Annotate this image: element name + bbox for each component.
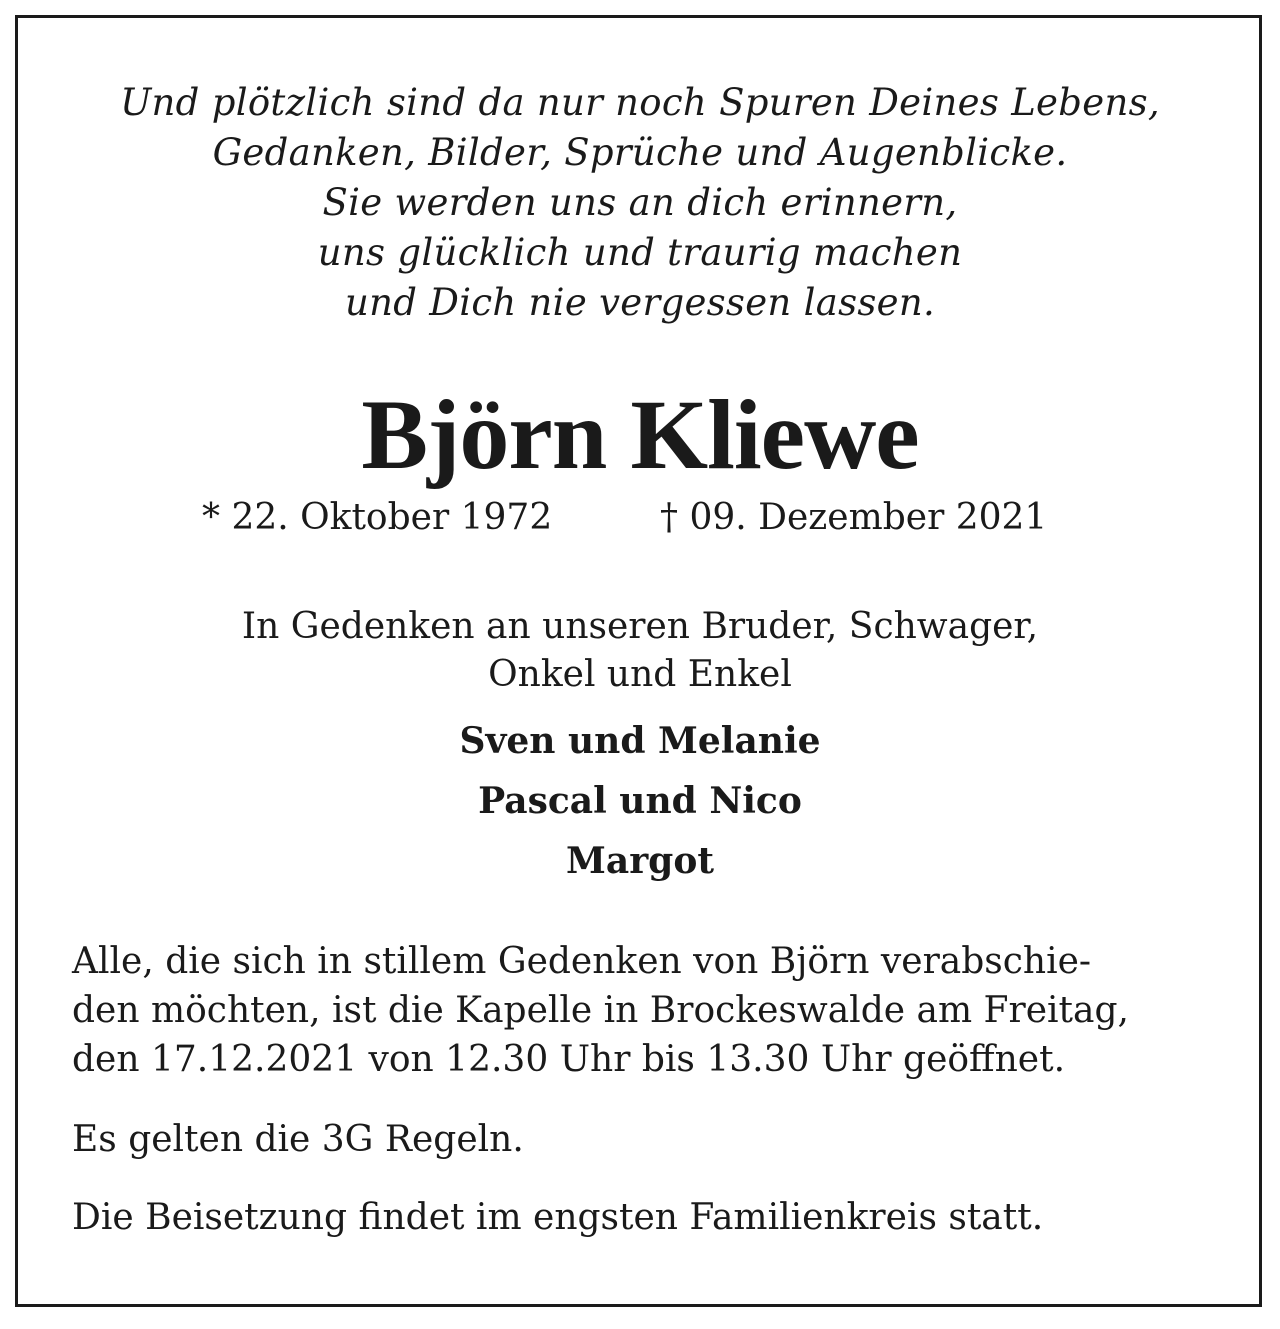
remembrance-intro [40,603,1240,699]
mourner-name: Margot [566,840,714,882]
poem-line: Sie werden uns an dich erinnern, [322,181,958,224]
notice-line: Alle, die sich in stillem Gedenken von Björn verabschie- [72,941,1092,982]
mourner-name: Pascal und Nico [478,780,802,822]
notice-line: den 17.12.2021 von 12.30 Uhr bis 13.30 Uhr geöffnet. [72,1039,1066,1080]
poem-line: Und plötzlich sind da nur noch Spuren Deines Lebens, [120,81,1160,124]
death-date: † 09. Dezember 2021 [660,497,1048,538]
poem-line: uns glücklich und traurig machen [317,231,963,274]
memorial-poem [40,78,1240,328]
mourners-list [40,711,1240,891]
notice-line: den möchten, ist die Kapelle in Brockeswalde am Freitag, [72,990,1129,1031]
intro-line: Onkel und Enkel [488,654,792,695]
rules-notice [72,1115,1220,1164]
mourner-name: Sven und Melanie [459,720,821,762]
notice-line: Die Beisetzung findet im engsten Familienkreis statt. [72,1197,1044,1238]
deceased-name: Björn Kliewe [361,379,919,490]
poem-line: und Dich nie vergessen lassen. [344,281,936,324]
burial-notice [72,1193,1220,1242]
poem-line: Gedanken, Bilder, Sprüche und Augenblicke. [212,131,1068,174]
birth-date: * 22. Oktober 1972 [202,497,553,538]
farewell-notice [72,937,1220,1084]
intro-line: In Gedenken an unseren Bruder, Schwager, [241,606,1039,647]
notice-line: Es gelten die 3G Regeln. [72,1119,524,1160]
